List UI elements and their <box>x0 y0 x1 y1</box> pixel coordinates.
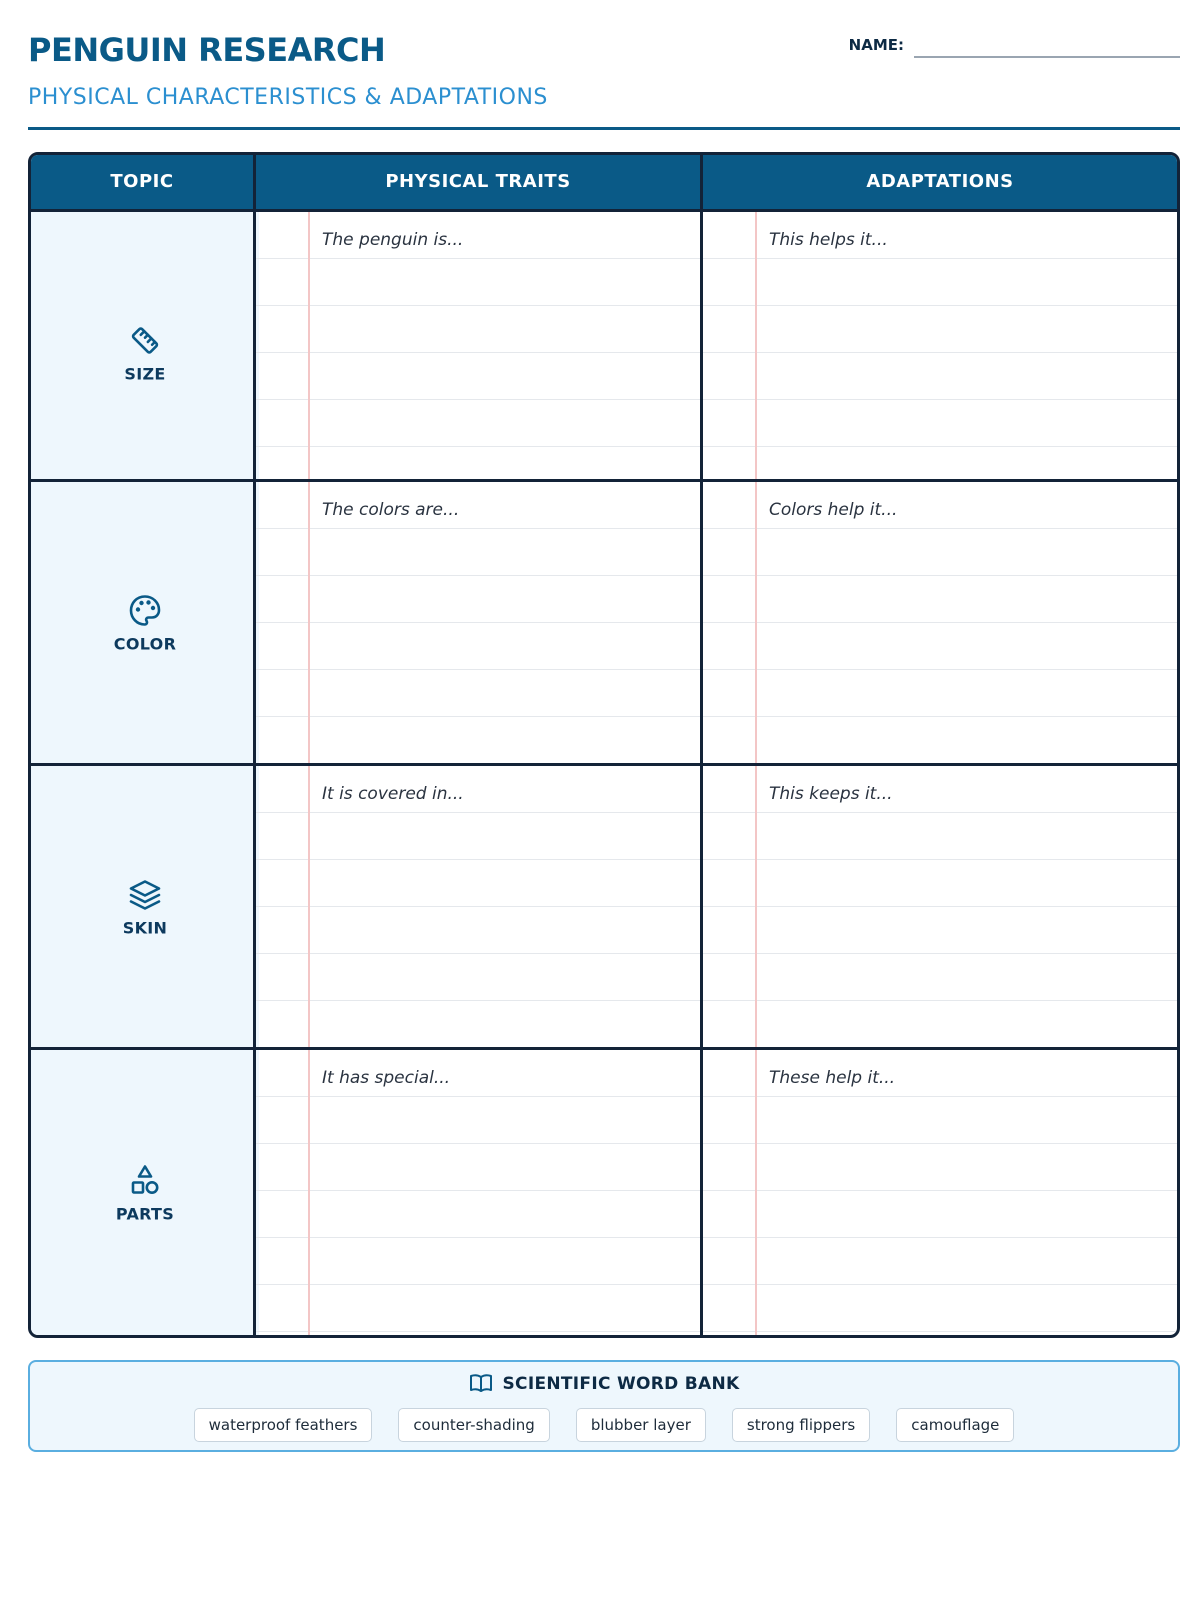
adaptations-writing-area[interactable] <box>703 212 1177 493</box>
book-open-icon <box>469 1372 493 1394</box>
traits-prompt: It has special... <box>322 1068 451 1088</box>
topic-label: SIZE <box>124 364 166 383</box>
research-table <box>28 152 1180 1338</box>
page-title: PENGUIN RESEARCH <box>28 31 386 69</box>
word-chip: waterproof feathers <box>194 1408 373 1442</box>
table-header <box>31 155 1177 212</box>
word-bank-list <box>30 1408 1178 1442</box>
word-bank <box>28 1360 1180 1452</box>
topic-label: PARTS <box>115 1204 175 1223</box>
adaptations-writing-area[interactable] <box>703 482 1177 763</box>
traits-prompt: It is covered in... <box>322 784 464 804</box>
table-row-parts <box>31 1050 1177 1335</box>
word-chip: counter-shading <box>398 1408 549 1442</box>
topic-cell-skin <box>31 766 259 1047</box>
topic-label: COLOR <box>113 634 177 653</box>
word-bank-title <box>30 1372 1178 1394</box>
word-chip: camouflage <box>896 1408 1014 1442</box>
palette-icon <box>127 592 163 628</box>
topic-cell-parts <box>31 1050 259 1335</box>
topic-cell-size <box>31 212 259 493</box>
table-row-size <box>31 212 1177 493</box>
adaptations-prompt: This keeps it... <box>769 784 893 804</box>
column-divider <box>700 155 703 1335</box>
page-subtitle: PHYSICAL CHARACTERISTICS & ADAPTATIONS <box>28 85 548 110</box>
shapes-icon <box>127 1162 163 1198</box>
margin-line <box>755 482 757 763</box>
adaptations-prompt: Colors help it... <box>769 500 898 520</box>
adaptations-writing-area[interactable] <box>703 1050 1177 1335</box>
word-chip: blubber layer <box>576 1408 706 1442</box>
margin-line <box>308 212 310 493</box>
column-divider <box>253 155 256 1335</box>
column-header-physical-traits: PHYSICAL TRAITS <box>385 171 571 192</box>
margin-line <box>308 482 310 763</box>
margin-line <box>755 212 757 493</box>
name-field[interactable] <box>914 56 1180 58</box>
traits-writing-area[interactable] <box>256 1050 700 1335</box>
table-row-color <box>31 482 1177 763</box>
worksheet-header <box>28 28 1180 132</box>
adaptations-writing-area[interactable] <box>703 766 1177 1047</box>
margin-line <box>755 766 757 1047</box>
ruler-icon <box>127 322 163 358</box>
column-header-topic: TOPIC <box>110 171 174 192</box>
topic-cell-color <box>31 482 259 763</box>
margin-line <box>755 1050 757 1335</box>
traits-prompt: The colors are... <box>322 500 460 520</box>
topic-label: SKIN <box>122 918 168 937</box>
layers-icon <box>127 876 163 912</box>
traits-writing-area[interactable] <box>256 766 700 1047</box>
adaptations-prompt: These help it... <box>769 1068 896 1088</box>
word-bank-title-text: SCIENTIFIC WORD BANK <box>502 1374 740 1394</box>
traits-prompt: The penguin is... <box>322 230 464 250</box>
margin-line <box>308 766 310 1047</box>
header-divider <box>28 127 1180 130</box>
margin-line <box>308 1050 310 1335</box>
traits-writing-area[interactable] <box>256 212 700 493</box>
name-label: NAME: <box>848 36 904 54</box>
traits-writing-area[interactable] <box>256 482 700 763</box>
table-row-skin <box>31 766 1177 1047</box>
column-header-adaptations: ADAPTATIONS <box>866 171 1014 192</box>
word-chip: strong flippers <box>732 1408 870 1442</box>
adaptations-prompt: This helps it... <box>769 230 888 250</box>
